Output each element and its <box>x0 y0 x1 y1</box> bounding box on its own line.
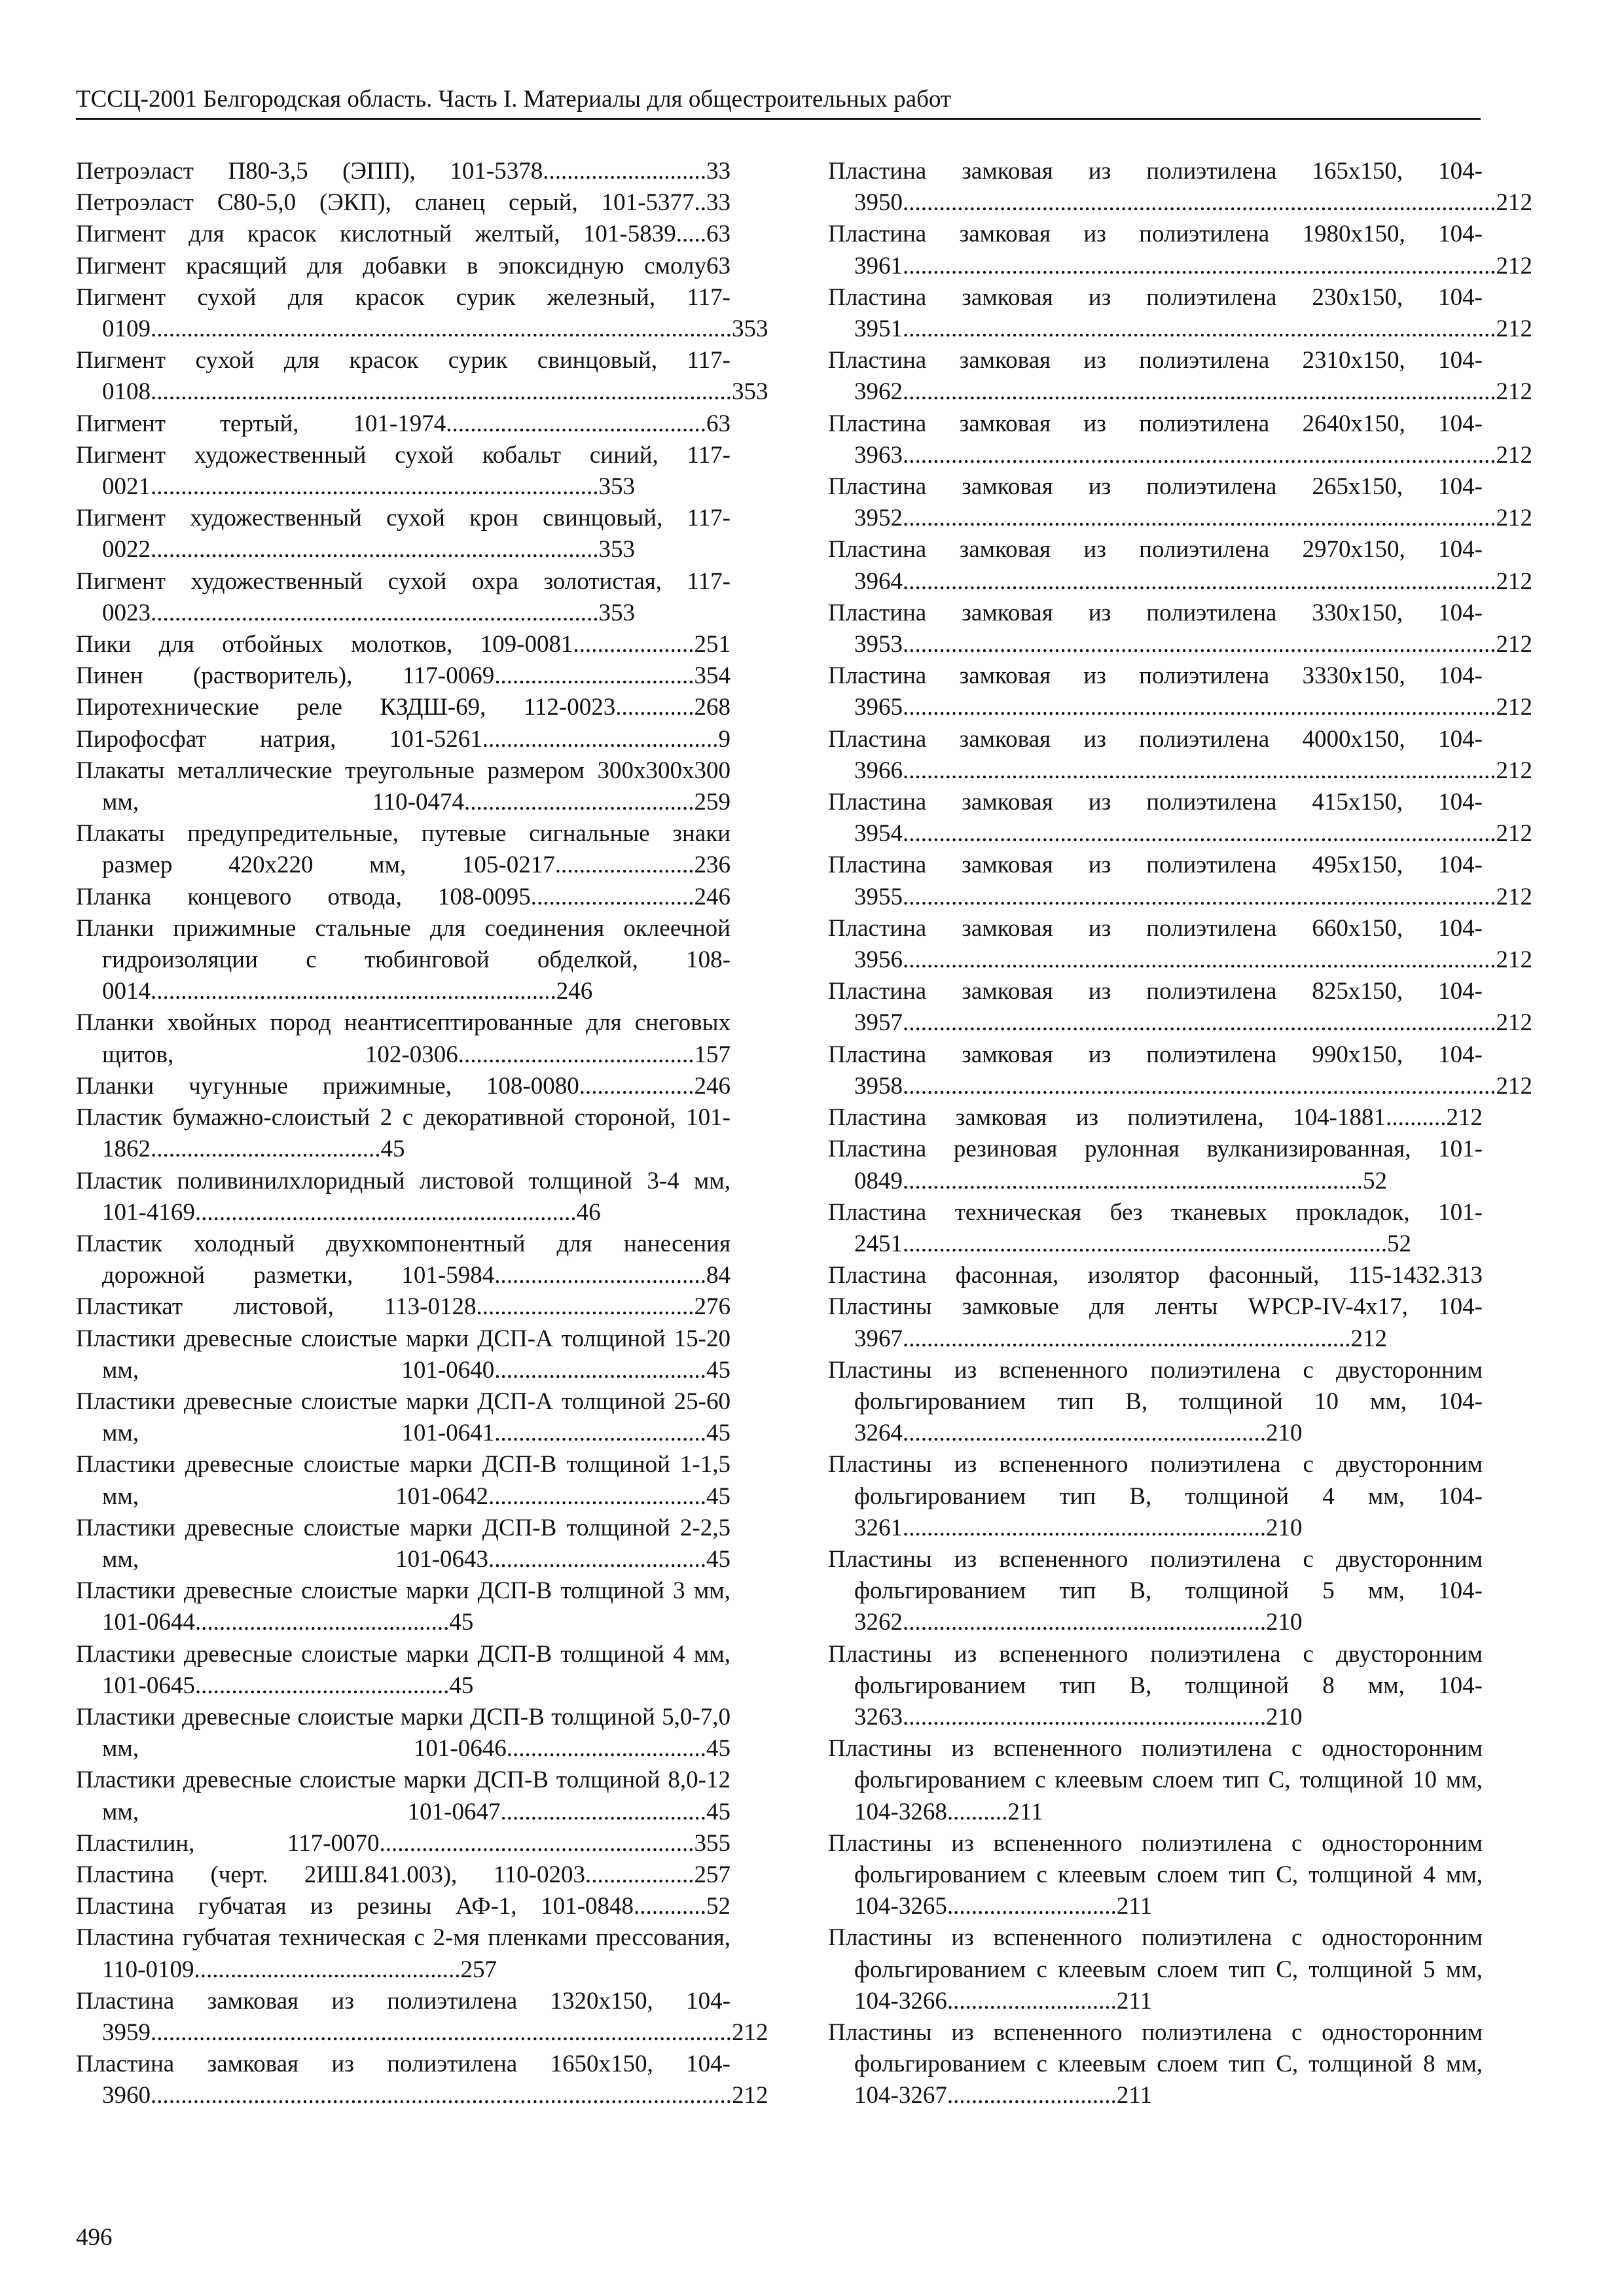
index-entry <box>828 660 1532 723</box>
entry-title: Пластина замковая из полиэтилена 990x150, 104-3958 <box>828 1041 1483 1100</box>
entry-title: Пиротехнические реле КЗДШ-69, 112-0023 <box>76 694 616 721</box>
index-entry <box>76 1891 731 1922</box>
entry-title: Пластики древесные слоистые марки ДСП-В толщиной 8,0-12 мм, 101-0647 <box>76 1767 731 1825</box>
index-entry <box>76 440 731 503</box>
entry-page-number: 259 <box>694 789 731 816</box>
entry-page-number: 157 <box>694 1041 731 1068</box>
entry-page-number: 212 <box>1496 820 1532 848</box>
entry-leader-dots: .......................................................................... <box>151 473 599 501</box>
index-entry <box>828 1197 1483 1260</box>
entry-page-number: 45 <box>706 1482 731 1510</box>
index-entry <box>828 345 1532 408</box>
index-entry <box>76 1639 731 1702</box>
entry-page-number: 212 <box>1496 1009 1532 1037</box>
entry-page-number: 45 <box>706 1735 731 1763</box>
index-entry <box>828 787 1532 850</box>
index-entry <box>828 471 1532 534</box>
entry-page-number: 211 <box>1116 2082 1152 2109</box>
index-entry <box>76 187 731 219</box>
index-entry <box>76 1513 731 1575</box>
entry-leader-dots: .................................................... <box>379 1829 695 1857</box>
entry-title: Пинен (растворитель), 117-0069 <box>76 662 495 690</box>
entry-leader-dots: .......................................................................... <box>151 599 599 626</box>
index-entry <box>76 2049 768 2111</box>
entry-title: Пигмент красящий для добавки в эпоксидную смолу <box>76 252 706 279</box>
entry-page-number: 257 <box>694 1861 731 1888</box>
entry-leader-dots: ............................ <box>947 1893 1117 1920</box>
entry-page-number: 353 <box>732 378 768 406</box>
entry-title: Пластина фасонная, изолятор фасонный, 115-1432 <box>828 1262 1441 1289</box>
entry-page-number: 45 <box>449 1609 474 1636</box>
entry-page-number: 355 <box>694 1829 731 1857</box>
entry-title: Планка концевого отвода, 108-0095 <box>76 883 531 910</box>
index-entry <box>76 1922 731 1985</box>
entry-title: Пластина замковая из полиэтилена 4000x150, 104-3966 <box>828 725 1483 784</box>
entry-page-number: 268 <box>694 694 731 721</box>
entry-leader-dots: ............................................................... <box>194 1198 577 1226</box>
index-entry <box>76 1765 731 1827</box>
index-entry <box>828 913 1532 976</box>
entry-title: Пластики древесные слоистые марки ДСП-В толщиной 4 мм, 101-0645 <box>76 1640 731 1699</box>
entry-title: Пластина замковая из полиэтилена 165x150, 104-3950 <box>828 158 1483 217</box>
entry-leader-dots: ............................ <box>947 2082 1117 2109</box>
entry-title: Пластина замковая из полиэтилена 230x150, 104-3951 <box>828 283 1483 343</box>
index-entry <box>828 1828 1483 1923</box>
index-entry <box>76 566 731 629</box>
entry-title: Петроэласт С80-5,0 (ЭКП), сланец серый, 101-5377 <box>76 189 695 217</box>
index-entry <box>76 1702 731 1765</box>
index-entry <box>76 1071 731 1102</box>
entry-title: Пики для отбойных молотков, 109-0081 <box>76 631 573 658</box>
entry-title: Пластина замковая из полиэтилена 415x150, 104-3954 <box>828 789 1483 848</box>
index-entry <box>828 534 1532 597</box>
entry-page-number: 212 <box>1496 694 1532 721</box>
entry-title: Пластина замковая из полиэтилена 265x150, 104-3952 <box>828 473 1483 532</box>
entry-leader-dots: ................................................................................................ <box>151 315 732 343</box>
entry-leader-dots: ....................... <box>554 852 695 879</box>
index-entry <box>76 1575 731 1638</box>
entry-title: Пластины из вспененного полиэтилена с двусторонним фольгированием тип В, толщиной 10 мм, 104-3264 <box>828 1356 1483 1447</box>
entry-leader-dots: ........................................... <box>446 410 706 437</box>
index-entry <box>76 724 731 755</box>
entry-page-number: 313 <box>1446 1262 1483 1289</box>
index-entry <box>828 1039 1532 1102</box>
entry-page-number: 45 <box>706 1798 731 1825</box>
entry-leader-dots: .................................................................................................. <box>903 252 1496 279</box>
entry-leader-dots: ............ <box>634 1893 706 1920</box>
entry-page-number: 212 <box>1496 631 1532 658</box>
index-entry <box>76 219 731 250</box>
entry-page-number: 212 <box>1496 441 1532 469</box>
entry-page-number: 52 <box>706 1893 731 1920</box>
index-entry <box>76 1859 731 1891</box>
entry-leader-dots: ............................................................................ <box>903 1167 1363 1194</box>
entry-page-number: 45 <box>380 1136 405 1163</box>
entry-leader-dots: .................................................................................................. <box>903 315 1496 343</box>
index-entry <box>828 1922 1483 2017</box>
entry-title: Пластики древесные слоистые марки ДСП-А толщиной 15-20 мм, 101-0640 <box>76 1325 731 1384</box>
index-entry <box>828 1449 1483 1544</box>
entry-leader-dots: ............................................................ <box>903 1514 1266 1541</box>
entry-title: Пигмент тертый, 101-1974 <box>76 410 446 437</box>
entry-leader-dots: .................................................................................................. <box>903 1009 1496 1037</box>
entry-page-number: 212 <box>1446 1104 1483 1132</box>
entry-page-number: 276 <box>694 1293 731 1321</box>
entry-title: Плакаты предупредительные, путевые сигнальные знаки размер 420x220 мм, 105-0217 <box>76 820 731 879</box>
entry-leader-dots: .......................................... <box>194 1609 450 1636</box>
index-entry <box>76 660 731 692</box>
header-title: ТССЦ-2001 Белгородская область. Часть I. Материалы для общестроительных работ <box>76 86 952 113</box>
entry-page-number: 212 <box>1350 1325 1387 1352</box>
index-entry <box>828 282 1532 345</box>
entry-page-number: 9 <box>718 725 731 753</box>
entry-leader-dots: .......................................................................... <box>151 536 599 564</box>
page-header <box>76 84 1481 120</box>
entry-page-number: 353 <box>598 599 635 626</box>
index-entry <box>828 1102 1483 1134</box>
entry-title: Пластина замковая из полиэтилена 495x150, 104-3955 <box>828 852 1483 910</box>
entry-leader-dots: ................................... <box>494 1356 706 1384</box>
entry-leader-dots: .................................................................................................. <box>903 757 1496 784</box>
entry-leader-dots: .................................................................................................. <box>903 567 1496 595</box>
entry-page-number: 212 <box>1496 1072 1532 1100</box>
entry-title: Пигмент художественный сухой кобальт синий, 117-0021 <box>76 441 731 501</box>
entry-leader-dots: .......................................... <box>194 1672 450 1699</box>
index-entry <box>76 818 731 881</box>
entry-leader-dots: ........................... <box>543 158 706 185</box>
entry-leader-dots: ...................................... <box>464 789 695 816</box>
index-entry <box>76 408 731 440</box>
entry-leader-dots: ................................................................................ <box>903 1230 1387 1257</box>
entry-leader-dots: ............................................................ <box>903 1609 1266 1636</box>
entry-leader-dots: .................................................................................................. <box>903 441 1496 469</box>
entry-title: Пластина замковая из полиэтилена 1320x150, 104-3959 <box>76 1987 731 2046</box>
entry-leader-dots: ................................................................... <box>151 978 556 1005</box>
entry-title: Пигмент сухой для красок сурик железный, 117-0109 <box>76 283 731 343</box>
entry-page-number: 212 <box>1496 315 1532 343</box>
entry-page-number: 353 <box>598 473 635 501</box>
entry-leader-dots: .......... <box>1386 1104 1447 1132</box>
entry-title: Пластина резиновая рулонная вулканизированная, 101-0849 <box>828 1136 1483 1194</box>
index-entry <box>76 1386 731 1449</box>
entry-title: Пластины из вспененного полиэтилена с односторонним фольгированием с клеевым слоем тип С, толщиной 8 мм, 104-3267 <box>828 2018 1483 2109</box>
index-entry <box>76 282 768 345</box>
index-entry <box>828 1134 1483 1196</box>
entry-title: Пластины из вспененного полиэтилена с двусторонним фольгированием тип В, толщиной 5 мм, 104-3262 <box>828 1545 1483 1636</box>
entry-leader-dots: ................................... <box>494 1262 706 1289</box>
entry-page-number: 210 <box>1266 1609 1303 1636</box>
index-entry <box>828 408 1532 471</box>
entry-page-number: 212 <box>1496 252 1532 279</box>
entry-leader-dots: .................... <box>573 631 695 658</box>
entry-title: Пластина замковая из полиэтилена 3330x150, 104-3965 <box>828 662 1483 721</box>
entry-page-number: 63 <box>706 221 731 248</box>
index-entry <box>828 1544 1483 1639</box>
entry-title: Пластины из вспененного полиэтилена с односторонним фольгированием с клеевым слоем тип С, толщиной 5 мм, 104-3266 <box>828 1924 1483 2015</box>
index-entry <box>828 156 1532 219</box>
entry-title: Пластина замковая из полиэтилена, 104-1881 <box>828 1104 1386 1132</box>
entry-page-number: 33 <box>706 189 731 217</box>
entry-page-number: 246 <box>694 1072 731 1100</box>
entry-title: Пластины из вспененного полиэтилена с односторонним фольгированием с клеевым слоем тип С, толщиной 10 мм, 104-3268 <box>828 1735 1483 1825</box>
index-entry <box>76 913 731 1008</box>
entry-leader-dots: ................................................................................................ <box>151 2082 732 2109</box>
entry-leader-dots: .................................................................................................. <box>903 378 1496 406</box>
entry-title: Пластина техническая без тканевых прокладок, 101-2451 <box>828 1198 1483 1257</box>
entry-page-number: 246 <box>556 978 593 1005</box>
entry-title: Пластик бумажно-слоистый 2 с декоративной стороной, 101-1862 <box>76 1104 731 1163</box>
index-entry <box>76 1229 731 1291</box>
entry-page-number: 211 <box>1116 1987 1152 2015</box>
entry-leader-dots: ....................................... <box>458 1041 695 1068</box>
entry-leader-dots: .................................................................................................. <box>903 946 1496 974</box>
index-entry <box>76 1102 731 1165</box>
entry-title: Пластина замковая из полиэтилена 660x150, 104-3956 <box>828 914 1483 974</box>
entry-leader-dots: .......... <box>947 1798 1008 1825</box>
entry-title: Пластики древесные слоистые марки ДСП-В толщиной 1-1,5 мм, 101-0642 <box>76 1451 731 1510</box>
entry-title: Петроэласт П80-3,5 (ЭПП), 101-5378 <box>76 158 543 185</box>
entry-title: Планки хвойных пород неантисептированные для снеговых щитов, 102-0306 <box>76 1009 731 1068</box>
index-entry <box>828 598 1532 660</box>
index-entry <box>76 629 731 660</box>
entry-title: Пластина замковая из полиэтилена 2970x150, 104-3964 <box>828 536 1483 595</box>
entry-title: Пластина губчатая техническая с 2-мя пленками прессования, 110-0109 <box>76 1924 731 1983</box>
entry-leader-dots: .................................................................................................. <box>903 1072 1496 1100</box>
entry-leader-dots: ............................ <box>947 1987 1117 2015</box>
index-entry <box>76 692 731 723</box>
entry-page-number: 236 <box>694 852 731 879</box>
entry-leader-dots: ................................... <box>494 1420 706 1447</box>
index-column-right <box>828 156 1532 2112</box>
index-entry <box>828 1291 1483 1354</box>
entry-page-number: 212 <box>1496 883 1532 910</box>
entry-title: Пластина (черт. 2ИШ.841.003), 110-0203 <box>76 1861 585 1888</box>
entry-title: Пластик холодный двухкомпонентный для нанесения дорожной разметки, 101-5984 <box>76 1230 731 1289</box>
entry-page-number: 210 <box>1266 1703 1303 1731</box>
entry-page-number: 353 <box>732 315 768 343</box>
entry-page-number: 212 <box>1496 946 1532 974</box>
entry-title: Пластики древесные слоистые марки ДСП-В толщиной 5,0-7,0 мм, 101-0646 <box>76 1703 731 1763</box>
index-entry <box>76 1323 731 1386</box>
entry-page-number: 46 <box>576 1198 601 1226</box>
entry-page-number: 212 <box>732 2082 768 2109</box>
index-entry <box>828 724 1532 787</box>
entry-page-number: 212 <box>732 2018 768 2046</box>
entry-title: Плакаты металлические треугольные размером 300x300x300 мм, 110-0474 <box>76 757 731 816</box>
entry-page-number: 63 <box>706 410 731 437</box>
index-column-left <box>76 156 768 2112</box>
entry-title: Пигмент художественный сухой охра золотистая, 117-0023 <box>76 567 731 626</box>
index-entry <box>828 1733 1483 1828</box>
index-entry <box>76 1828 731 1859</box>
index-entry <box>828 1355 1483 1450</box>
entry-title: Пластики древесные слоистые марки ДСП-В толщиной 2-2,5 мм, 101-0643 <box>76 1514 731 1573</box>
index-entry <box>828 850 1532 912</box>
entry-page-number: 353 <box>598 536 635 564</box>
index-entry <box>76 1166 731 1229</box>
entry-title: Пластина замковая из полиэтилена 825x150, 104-3957 <box>828 978 1483 1037</box>
entry-title: Планки прижимные стальные для соединения оклеечной гидроизоляции с тюбинговой обделкой, 108-0014 <box>76 914 731 1005</box>
entry-title: Пигмент художественный сухой крон свинцовый, 117-0022 <box>76 505 731 564</box>
entry-title: Пластики древесные слоистые марки ДСП-В толщиной 3 мм, 101-0644 <box>76 1577 731 1636</box>
entry-page-number: 45 <box>449 1672 474 1699</box>
entry-leader-dots: .................................. <box>500 1798 706 1825</box>
entry-title: Пластина замковая из полиэтилена 1980x150, 104-3961 <box>828 221 1483 279</box>
page-number: 496 <box>76 2224 113 2251</box>
index-entry <box>76 1007 731 1070</box>
index-entry <box>76 1449 731 1512</box>
entry-leader-dots: ................................................................................................ <box>151 378 732 406</box>
entry-leader-dots: .......................................................................... <box>903 1325 1351 1352</box>
index-entry <box>828 1260 1483 1291</box>
entry-leader-dots: ................................. <box>494 662 695 690</box>
entry-leader-dots: .................................................................................................. <box>903 883 1496 910</box>
entry-page-number: 211 <box>1116 1893 1152 1920</box>
entry-title: Пластины из вспененного полиэтилена с двусторонним фольгированием тип В, толщиной 4 мм, 104-3261 <box>828 1451 1483 1541</box>
entry-leader-dots: . <box>1440 1262 1447 1289</box>
entry-leader-dots: ............. <box>615 694 695 721</box>
entry-leader-dots: ............................................ <box>194 1956 461 1983</box>
entry-title: Пластик поливинилхлоридный листовой толщиной 3-4 мм, 101-4169 <box>76 1167 731 1226</box>
entry-page-number: 211 <box>1007 1798 1043 1825</box>
entry-title: Пластины из вспененного полиэтилена с односторонним фольгированием с клеевым слоем тип С, толщиной 4 мм, 104-3265 <box>828 1829 1483 1920</box>
entry-title: Пластины из вспененного полиэтилена с двусторонним фольгированием тип В, толщиной 8 мм, 104-3263 <box>828 1640 1483 1731</box>
entry-title: Пластикат листовой, 113-0128 <box>76 1293 477 1321</box>
entry-page-number: 63 <box>706 252 731 279</box>
entry-leader-dots: .................................................................................................. <box>903 631 1496 658</box>
entry-page-number: 212 <box>1496 378 1532 406</box>
index-entry <box>76 345 768 408</box>
entry-title: Пластики древесные слоистые марки ДСП-А толщиной 25-60 мм, 101-0641 <box>76 1388 731 1447</box>
entry-leader-dots: .. <box>694 189 706 217</box>
entry-leader-dots: .................................................................................................. <box>903 505 1496 532</box>
entry-page-number: 84 <box>706 1262 731 1289</box>
entry-title: Пирофосфат натрия, 101-5261 <box>76 725 482 753</box>
entry-page-number: 45 <box>706 1545 731 1573</box>
entry-page-number: 251 <box>694 631 731 658</box>
entry-leader-dots: .................................................................................................. <box>903 820 1496 848</box>
entry-leader-dots: ............................................................ <box>903 1703 1266 1731</box>
index-entry <box>76 503 731 565</box>
entry-leader-dots: .................................................................................................. <box>903 694 1496 721</box>
entry-page-number: 210 <box>1266 1514 1303 1541</box>
entry-page-number: 354 <box>694 662 731 690</box>
entry-leader-dots: ....................................... <box>482 725 719 753</box>
entry-leader-dots: .................................... <box>476 1293 695 1321</box>
index-entry <box>76 156 731 187</box>
entry-leader-dots: ................................. <box>506 1735 706 1763</box>
entry-page-number: 212 <box>1496 189 1532 217</box>
entry-title: Планки чугунные прижимные, 108-0080 <box>76 1072 579 1100</box>
entry-leader-dots: ..... <box>676 221 706 248</box>
entry-page-number: 45 <box>706 1356 731 1384</box>
entry-page-number: 33 <box>706 158 731 185</box>
entry-title: Пластина замковая из полиэтилена 330x150, 104-3953 <box>828 599 1483 658</box>
entry-title: Пластины замковые для ленты WPCP-IV-4x17, 104-3967 <box>828 1293 1483 1352</box>
entry-title: Пластина губчатая из резины АФ-1, 101-0848 <box>76 1893 634 1920</box>
entry-leader-dots: .................. <box>585 1861 695 1888</box>
entry-title: Пигмент сухой для красок сурик свинцовый, 117-0108 <box>76 347 731 406</box>
entry-leader-dots: ................... <box>579 1072 695 1100</box>
index-entry <box>828 2017 1483 2112</box>
entry-page-number: 210 <box>1266 1420 1303 1447</box>
index-entry <box>828 1639 1483 1734</box>
index-entry <box>76 1986 768 2049</box>
entry-page-number: 45 <box>706 1420 731 1447</box>
entry-page-number: 257 <box>460 1956 497 1983</box>
entry-leader-dots: ........................... <box>530 883 695 910</box>
index-entry <box>76 1291 731 1323</box>
entry-title: Пластина замковая из полиэтилена 1650x150, 104-3960 <box>76 2051 731 2109</box>
entry-page-number: 212 <box>1496 567 1532 595</box>
entry-leader-dots: ................................................................................................ <box>151 2018 732 2046</box>
entry-title: Пластилин, 117-0070 <box>76 1829 380 1857</box>
entry-page-number: 52 <box>1363 1167 1387 1194</box>
index-entry <box>828 219 1532 281</box>
entry-title: Пластина замковая из полиэтилена 2640x150, 104-3963 <box>828 410 1483 469</box>
entry-leader-dots: .................................... <box>488 1482 706 1510</box>
entry-page-number: 246 <box>694 883 731 910</box>
entry-leader-dots: ...................................... <box>151 1136 381 1163</box>
entry-leader-dots: ............................................................ <box>903 1420 1266 1447</box>
index-entry <box>76 755 731 818</box>
entry-page-number: 52 <box>1387 1230 1411 1257</box>
entry-page-number: 212 <box>1496 505 1532 532</box>
entry-leader-dots: .................................................................................................. <box>903 189 1496 217</box>
entry-title: Пластина замковая из полиэтилена 2310x150, 104-3962 <box>828 347 1483 406</box>
entry-title: Пигмент для красок кислотный желтый, 101-5839 <box>76 221 676 248</box>
index-entry <box>76 251 731 282</box>
index-entry <box>76 882 731 913</box>
entry-page-number: 212 <box>1496 757 1532 784</box>
entry-leader-dots: .................................... <box>488 1545 706 1573</box>
index-entry <box>828 976 1532 1039</box>
